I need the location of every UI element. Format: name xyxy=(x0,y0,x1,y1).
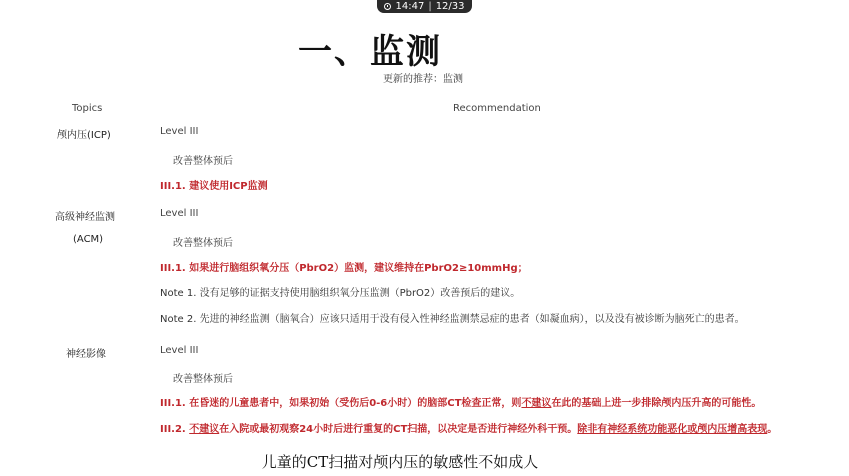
recommendation-header: Recommendation xyxy=(453,103,541,114)
topics-header: Topics xyxy=(72,103,103,114)
recommendation-text xyxy=(160,394,761,409)
video-subtitle-caption: 儿童的CT扫描对颅内压的敏感性不如成人 xyxy=(261,453,539,471)
recommendation-text: III.1. 如果进行脑组织氧分压（PbrO2）监测，建议维持在PbrO2≥10mmHg； xyxy=(160,263,528,274)
slide-subtitle: 更新的推荐：监测 xyxy=(383,74,463,85)
recommendation-text xyxy=(160,420,777,435)
topic-neuroimaging: 神经影像 xyxy=(66,349,106,360)
rec-segment: 在此的基础上进一步排除颅内压升高的可能性。 xyxy=(551,398,762,409)
outcome-text: 改善整体预后 xyxy=(173,238,233,249)
topic-icp: 颅内压(ICP) xyxy=(57,130,111,141)
clock-icon xyxy=(384,3,391,10)
outcome-text: 改善整体预后 xyxy=(173,156,233,167)
status-separator: | xyxy=(428,1,432,12)
rec-segment: III.1. 在昏迷的儿童患者中，如果初始（受伤后0-6小时）的脑部CT检查正常，则 xyxy=(160,398,522,409)
slide-title: 一、监测 xyxy=(298,32,442,72)
level-label: Level III xyxy=(160,345,199,356)
status-bar xyxy=(377,0,472,13)
topic-acm-abbrev: (ACM) xyxy=(73,234,104,245)
rec-segment: III.2. xyxy=(160,424,190,435)
status-time: 14:47 xyxy=(395,1,425,12)
note-text: Note 1. 没有足够的证据支持使用脑组织氧分压监测（PbrO2）改善预后的建议。 xyxy=(160,288,521,299)
level-label: Level III xyxy=(160,208,199,219)
outcome-text: 改善整体预后 xyxy=(173,374,233,385)
rec-underlined: 不建议 xyxy=(521,398,552,409)
level-label: Level III xyxy=(160,126,199,137)
rec-segment: 在入院或最初观察24小时后进行重复的CT扫描，以决定是否进行神经外科干预。 xyxy=(219,424,578,435)
topic-acm: 高级神经监测 xyxy=(55,212,115,223)
page-indicator: 12/33 xyxy=(435,1,465,12)
rec-underlined: 除非有神经系统功能恶化或颅内压增高表现 xyxy=(577,424,768,435)
note-text: Note 2. 先进的神经监测（脑氧合）应该只适用于没有侵入性神经监测禁忌症的患者（如凝血病），以及没有被诊断为脑死亡的患者。 xyxy=(160,314,745,325)
rec-underlined: 不建议 xyxy=(189,424,220,435)
recommendation-text: III.1. 建议使用ICP监测 xyxy=(160,181,268,192)
rec-segment: 。 xyxy=(767,424,778,435)
